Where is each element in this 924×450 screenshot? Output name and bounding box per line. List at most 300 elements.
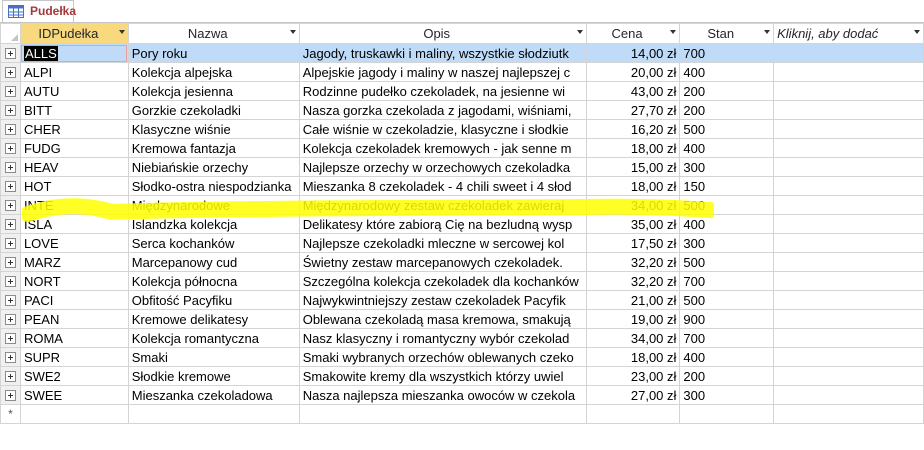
cell-nazwa[interactable] (128, 291, 299, 310)
table-row[interactable] (1, 63, 924, 82)
cell-stan[interactable] (680, 253, 774, 272)
cell-value: Kolekcja czekoladek kremowych - jak senne m (302, 140, 572, 156)
expand-plus-icon[interactable] (5, 86, 16, 97)
cell-value: 16,20 zł (630, 121, 677, 137)
new-record-cell[interactable] (774, 405, 924, 424)
cell-cena[interactable] (586, 196, 680, 215)
table-row[interactable] (1, 367, 924, 386)
cell-add[interactable] (774, 253, 924, 272)
expand-plus-icon[interactable] (5, 257, 16, 268)
cell-cena[interactable] (586, 120, 680, 139)
table-row[interactable] (1, 253, 924, 272)
row-selector[interactable] (1, 215, 21, 234)
cell-opis[interactable] (299, 177, 586, 196)
cell-cena[interactable] (586, 272, 680, 291)
cell-stan[interactable] (680, 272, 774, 291)
cell-nazwa[interactable] (128, 139, 299, 158)
cell-cena[interactable] (586, 367, 680, 386)
cell-value: 200 (683, 83, 706, 99)
cell-opis[interactable] (299, 348, 586, 367)
cell-value: Najwykwintniejszy zestaw czekoladek Pacyfik (302, 292, 566, 308)
sort-filter-arrow-icon[interactable] (290, 30, 296, 34)
cell-opis[interactable] (299, 101, 586, 120)
sort-filter-arrow-icon[interactable] (914, 30, 920, 34)
cell-stan[interactable] (680, 158, 774, 177)
cell-opis[interactable] (299, 44, 586, 63)
cell-stan[interactable] (680, 177, 774, 196)
cell-nazwa[interactable] (128, 177, 299, 196)
cell-opis[interactable] (299, 63, 586, 82)
expand-plus-icon[interactable] (5, 105, 16, 116)
datasheet (0, 23, 924, 450)
cell-cena[interactable] (586, 215, 680, 234)
cell-value: ALLS (24, 45, 57, 61)
cell-value: SUPR (23, 349, 61, 365)
cell-cena[interactable] (586, 253, 680, 272)
cell-value: 400 (683, 140, 706, 156)
expand-plus-icon[interactable] (5, 333, 16, 344)
cell-cena[interactable] (586, 310, 680, 329)
row-selector[interactable] (1, 234, 21, 253)
cell-opis[interactable] (299, 291, 586, 310)
cell-value: HEAV (23, 159, 59, 175)
row-selector[interactable] (1, 367, 21, 386)
cell-add[interactable] (774, 367, 924, 386)
expand-plus-icon[interactable] (5, 181, 16, 192)
cell-value: Klasyczne wiśnie (131, 121, 231, 137)
cell-value: HOT (23, 178, 52, 194)
cell-add[interactable] (774, 158, 924, 177)
cell-value: 27,70 zł (630, 102, 677, 118)
cell-value: 400 (683, 349, 706, 365)
cell-value: 200 (683, 368, 706, 384)
cell-stan[interactable] (680, 120, 774, 139)
cell-nazwa[interactable] (128, 63, 299, 82)
cell-value: 150 (683, 178, 706, 194)
table-icon (8, 5, 24, 21)
cell-add[interactable] (774, 177, 924, 196)
cell-id[interactable] (20, 291, 128, 310)
cell-value: Oblewana czekoladą masa kremowa, smakują (302, 311, 571, 327)
new-record-cell[interactable] (299, 405, 586, 424)
expand-plus-icon[interactable] (5, 314, 16, 325)
column-header-label: Stan (707, 26, 735, 41)
cell-cena[interactable] (586, 63, 680, 82)
new-record-cell[interactable] (586, 405, 680, 424)
cell-cena[interactable] (586, 82, 680, 101)
cell-value: BITT (23, 102, 53, 118)
table-row[interactable] (1, 348, 924, 367)
column-header-id[interactable] (20, 24, 128, 44)
row-selector[interactable] (1, 82, 21, 101)
cell-nazwa[interactable] (128, 215, 299, 234)
cell-value: 21,00 zł (630, 292, 677, 308)
row-selector[interactable] (1, 348, 21, 367)
cell-stan[interactable] (680, 310, 774, 329)
cell-value: Całe wiśnie w czekoladzie, klasyczne i słodkie (302, 121, 569, 137)
row-selector[interactable] (1, 101, 21, 120)
cell-value: Słodkie kremowe (131, 368, 231, 384)
table-row[interactable] (1, 139, 924, 158)
column-header-nazwa[interactable] (128, 24, 299, 44)
table-row[interactable] (1, 177, 924, 196)
row-selector[interactable] (1, 310, 21, 329)
row-selector[interactable] (1, 196, 21, 215)
cell-stan[interactable] (680, 291, 774, 310)
cell-nazwa[interactable] (128, 101, 299, 120)
cell-id[interactable] (20, 196, 128, 215)
table-row[interactable] (1, 158, 924, 177)
cell-nazwa[interactable] (128, 348, 299, 367)
cell-value: PEAN (23, 311, 60, 327)
cell-value: Najlepsze orzechy w orzechowych czekoladka (302, 159, 571, 175)
cell-value: SWEE (23, 387, 63, 403)
cell-add[interactable] (774, 82, 924, 101)
cell-add[interactable] (774, 329, 924, 348)
cell-value: Międzynarodowy zestaw czekoladek zawieraj (302, 197, 565, 213)
column-header-opis[interactable] (299, 24, 586, 44)
cell-id[interactable] (20, 310, 128, 329)
cell-value: 15,00 zł (630, 159, 677, 175)
cell-id[interactable] (20, 158, 128, 177)
cell-stan[interactable] (680, 196, 774, 215)
cell-nazwa[interactable] (128, 386, 299, 405)
cell-opis[interactable] (299, 329, 586, 348)
cell-value: INTE (23, 197, 54, 213)
cell-id[interactable] (20, 44, 128, 63)
cell-value: 34,00 zł (630, 330, 677, 346)
cell-value: Międzynarodowe (131, 197, 231, 213)
cell-cena[interactable] (586, 158, 680, 177)
new-record-cell[interactable] (128, 405, 299, 424)
sort-filter-arrow-icon[interactable] (764, 30, 770, 34)
cell-value: CHER (23, 121, 61, 137)
table-row[interactable] (1, 196, 924, 215)
new-record-cell[interactable] (20, 405, 128, 424)
cell-value: Niebiańskie orzechy (131, 159, 249, 175)
add-column-header[interactable] (774, 24, 924, 44)
cell-value: 18,00 zł (630, 140, 677, 156)
new-record-cell[interactable] (680, 405, 774, 424)
column-header-label: Nazwa (187, 26, 228, 41)
cell-stan[interactable] (680, 329, 774, 348)
cell-stan[interactable] (680, 101, 774, 120)
cell-value: 400 (683, 64, 706, 80)
cell-opis[interactable] (299, 196, 586, 215)
cell-value: Kremowa fantazja (131, 140, 236, 156)
cell-add[interactable] (774, 386, 924, 405)
cell-value: 20,00 zł (630, 64, 677, 80)
sort-filter-arrow-icon[interactable] (670, 30, 676, 34)
expand-plus-icon[interactable] (5, 162, 16, 173)
cell-id[interactable] (20, 215, 128, 234)
expand-plus-icon[interactable] (5, 200, 16, 211)
cell-value: 500 (683, 254, 706, 270)
cell-opis[interactable] (299, 139, 586, 158)
cell-value: 18,00 zł (630, 178, 677, 194)
cell-opis[interactable] (299, 158, 586, 177)
cell-value: Smaki (131, 349, 168, 365)
cell-value: Mieszanka 8 czekoladek - 4 chili sweet i 4 słod (302, 178, 572, 194)
cell-value: Marcepanowy cud (131, 254, 238, 270)
cell-cena[interactable] (586, 234, 680, 253)
table-row[interactable] (1, 44, 924, 63)
cell-value: Alpejskie jagody i maliny w naszej najlepszej c (302, 64, 571, 80)
cell-id[interactable] (20, 139, 128, 158)
column-header-label: Cena (611, 26, 643, 41)
cell-value: 200 (683, 102, 706, 118)
cell-stan[interactable] (680, 348, 774, 367)
expand-plus-icon[interactable] (5, 371, 16, 382)
cell-value: Islandzka kolekcja (131, 216, 238, 232)
cell-value: Gorzkie czekoladki (131, 102, 241, 118)
cell-value: 18,00 zł (630, 349, 677, 365)
cell-add[interactable] (774, 101, 924, 120)
expand-plus-icon[interactable] (5, 143, 16, 154)
cell-add[interactable] (774, 44, 924, 63)
cell-value: AUTU (23, 83, 60, 99)
document-tabstrip (0, 0, 924, 23)
cell-value: 700 (683, 330, 706, 346)
table-row[interactable] (1, 101, 924, 120)
cell-opis[interactable] (299, 386, 586, 405)
cell-value: 32,20 zł (630, 273, 677, 289)
expand-plus-icon[interactable] (5, 67, 16, 78)
expand-plus-icon[interactable] (5, 276, 16, 287)
cell-cena[interactable] (586, 291, 680, 310)
expand-plus-icon[interactable] (5, 219, 16, 230)
cell-value: 900 (683, 311, 706, 327)
cell-value: Mieszanka czekoladowa (131, 387, 273, 403)
cell-value: ROMA (23, 330, 63, 346)
cell-value: Nasza gorzka czekolada z jagodami, wiśniami, (302, 102, 572, 118)
cell-cena[interactable] (586, 348, 680, 367)
cell-add[interactable] (774, 196, 924, 215)
cell-cena[interactable] (586, 386, 680, 405)
tab-pudelka[interactable] (2, 0, 77, 22)
cell-value: Kolekcja północna (131, 273, 238, 289)
cell-add[interactable] (774, 139, 924, 158)
cell-value: 300 (683, 159, 706, 175)
table-row[interactable] (1, 215, 924, 234)
expand-plus-icon[interactable] (5, 295, 16, 306)
cell-id[interactable] (20, 253, 128, 272)
cell-value: Nasz klasyczny i romantyczny wybór czekolad (302, 330, 570, 346)
cell-value: Kolekcja jesienna (131, 83, 233, 99)
row-selector[interactable] (1, 139, 21, 158)
cell-value: 500 (683, 197, 706, 213)
cell-add[interactable] (774, 234, 924, 253)
cell-id[interactable] (20, 82, 128, 101)
table-row[interactable] (1, 234, 924, 253)
cell-nazwa[interactable] (128, 82, 299, 101)
cell-add[interactable] (774, 272, 924, 291)
cell-add[interactable] (774, 291, 924, 310)
cell-value: SWE2 (23, 368, 61, 384)
cell-opis[interactable] (299, 215, 586, 234)
cell-id[interactable] (20, 177, 128, 196)
row-selector[interactable] (1, 329, 21, 348)
cell-id[interactable] (20, 234, 128, 253)
cell-value: Kolekcja alpejska (131, 64, 233, 80)
cell-cena[interactable] (586, 44, 680, 63)
cell-stan[interactable] (680, 139, 774, 158)
cell-stan[interactable] (680, 386, 774, 405)
expand-plus-icon[interactable] (5, 238, 16, 249)
row-selector[interactable] (1, 63, 21, 82)
cell-id[interactable] (20, 348, 128, 367)
cell-opis[interactable] (299, 253, 586, 272)
cell-add[interactable] (774, 310, 924, 329)
row-selector[interactable] (1, 386, 21, 405)
cell-id[interactable] (20, 101, 128, 120)
cell-stan[interactable] (680, 63, 774, 82)
row-selector[interactable] (1, 120, 21, 139)
cell-nazwa[interactable] (128, 272, 299, 291)
cell-id[interactable] (20, 329, 128, 348)
cell-value: 32,20 zł (630, 254, 677, 270)
cell-nazwa[interactable] (128, 196, 299, 215)
cell-stan[interactable] (680, 44, 774, 63)
cell-opis[interactable] (299, 310, 586, 329)
cell-value: Smakowite kremy dla wszystkich którzy uwiel (302, 368, 564, 384)
cell-value: Nasza najlepsza mieszanka owoców w czekola (302, 387, 576, 403)
column-header-label: Opis (423, 26, 451, 41)
cell-value: 300 (683, 235, 706, 251)
cell-cena[interactable] (586, 139, 680, 158)
column-header-cena[interactable] (586, 24, 680, 44)
select-all-corner[interactable] (1, 24, 21, 44)
cell-stan[interactable] (680, 215, 774, 234)
cell-nazwa[interactable] (128, 310, 299, 329)
cell-id[interactable] (20, 120, 128, 139)
column-header-stan[interactable] (680, 24, 774, 44)
row-selector[interactable] (1, 158, 21, 177)
cell-value: NORT (23, 273, 61, 289)
column-header-label: IDPudełka (38, 26, 99, 41)
cell-value: ISLA (23, 216, 53, 232)
cell-value: 17,50 zł (630, 235, 677, 251)
cell-id[interactable] (20, 367, 128, 386)
expand-plus-icon[interactable] (5, 124, 16, 135)
cell-value: Kolekcja romantyczna (131, 330, 259, 346)
expand-plus-icon[interactable] (5, 390, 16, 401)
header-row (1, 24, 924, 44)
cell-value: 19,00 zł (630, 311, 677, 327)
cell-value: PACI (23, 292, 54, 308)
row-selector[interactable] (1, 177, 21, 196)
row-selector[interactable] (1, 44, 21, 63)
datasheet-table (0, 23, 924, 424)
cell-value: Najlepsze czekoladki mleczne w sercowej kol (302, 235, 565, 251)
cell-stan[interactable] (680, 234, 774, 253)
cell-value: 300 (683, 387, 706, 403)
cell-value: Pory roku (131, 45, 188, 61)
cell-value: Delikatesy które zabiorą Cię na bezludną wysp (302, 216, 573, 232)
cell-id[interactable] (20, 386, 128, 405)
expand-plus-icon[interactable] (5, 352, 16, 363)
cell-id[interactable] (20, 272, 128, 291)
cell-nazwa[interactable] (128, 120, 299, 139)
expand-plus-icon[interactable] (5, 48, 16, 59)
cell-opis[interactable] (299, 367, 586, 386)
cell-value: 35,00 zł (630, 216, 677, 232)
datasheet-body (1, 44, 924, 424)
cell-cena[interactable] (586, 101, 680, 120)
cell-value: Serca kochanków (131, 235, 235, 251)
table-row[interactable] (1, 310, 924, 329)
cell-stan[interactable] (680, 367, 774, 386)
cell-add[interactable] (774, 120, 924, 139)
cell-value: 27,00 zł (630, 387, 677, 403)
row-selector[interactable] (1, 253, 21, 272)
cell-add[interactable] (774, 348, 924, 367)
cell-value: ALPI (23, 64, 53, 80)
cell-value: 14,00 zł (630, 45, 677, 61)
cell-opis[interactable] (299, 82, 586, 101)
cell-cena[interactable] (586, 177, 680, 196)
column-header-label: Kliknij, aby dodać (777, 26, 879, 41)
cell-value: 23,00 zł (630, 368, 677, 384)
cell-opis[interactable] (299, 272, 586, 291)
cell-nazwa[interactable] (128, 253, 299, 272)
cell-nazwa[interactable] (128, 44, 299, 63)
cell-value: Smaki wybranych orzechów oblewanych czeko (302, 349, 574, 365)
cell-nazwa[interactable] (128, 158, 299, 177)
cell-nazwa[interactable] (128, 367, 299, 386)
cell-value: 43,00 zł (630, 83, 677, 99)
cell-value: Kremowe delikatesy (131, 311, 249, 327)
cell-value: Rodzinne pudełko czekoladek, na jesienne wi (302, 83, 566, 99)
table-row[interactable] (1, 272, 924, 291)
cell-id[interactable] (20, 63, 128, 82)
cell-value: 400 (683, 216, 706, 232)
row-selector[interactable] (1, 291, 21, 310)
table-row[interactable] (1, 120, 924, 139)
cell-value: 500 (683, 121, 706, 137)
table-row[interactable] (1, 329, 924, 348)
table-row[interactable] (1, 291, 924, 310)
sort-filter-arrow-icon[interactable] (119, 30, 125, 34)
tab-label: Pudełka (30, 4, 77, 18)
cell-value: Jagody, truskawki i maliny, wszystkie słodziutk (302, 45, 569, 61)
cell-cena[interactable] (586, 329, 680, 348)
cell-opis[interactable] (299, 234, 586, 253)
new-record-row[interactable] (1, 405, 924, 424)
cell-value: FUDG (23, 140, 61, 156)
row-selector[interactable] (1, 272, 21, 291)
new-record-star-icon[interactable]: * (1, 405, 21, 424)
cell-value: Słodko-ostra niespodzianka (131, 178, 292, 194)
cell-value: 500 (683, 292, 706, 308)
cell-value: LOVE (23, 235, 59, 251)
cell-value: MARZ (23, 254, 61, 270)
cell-value: Świetny zestaw marcepanowych czekoladek. (302, 254, 563, 270)
cell-value: 700 (683, 45, 706, 61)
cell-value: Obfitość Pacyfiku (131, 292, 233, 308)
sort-filter-arrow-icon[interactable] (577, 30, 583, 34)
cell-nazwa[interactable] (128, 329, 299, 348)
cell-stan[interactable] (680, 82, 774, 101)
cell-nazwa[interactable] (128, 234, 299, 253)
cell-value: 34,00 zł (630, 197, 677, 213)
table-row[interactable] (1, 82, 924, 101)
cell-opis[interactable] (299, 120, 586, 139)
cell-add[interactable] (774, 215, 924, 234)
table-row[interactable] (1, 386, 924, 405)
cell-value: 700 (683, 273, 706, 289)
cell-add[interactable] (774, 63, 924, 82)
